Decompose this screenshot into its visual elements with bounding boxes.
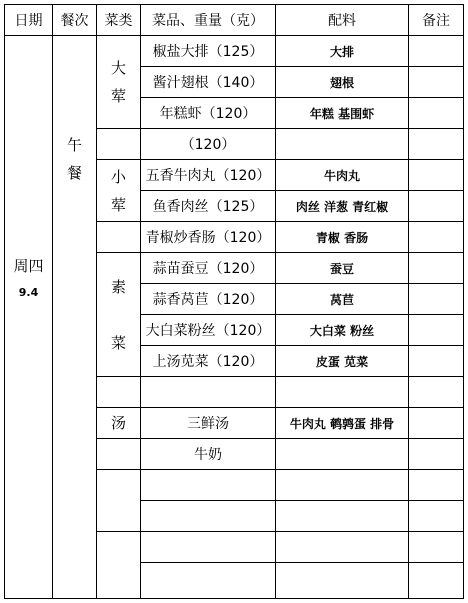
dish-name bbox=[141, 377, 275, 407]
ingredients-text: 蚕豆 bbox=[329, 261, 354, 276]
dish-name: 上汤苋菜（120） bbox=[152, 354, 264, 370]
border-left bbox=[4, 4, 5, 599]
ingredients-text bbox=[276, 470, 408, 500]
col-divider bbox=[52, 4, 53, 599]
ingredients-text bbox=[276, 501, 408, 531]
ingredients-text bbox=[276, 439, 408, 469]
dish-name: 蒜苗蚕豆（120） bbox=[152, 261, 264, 277]
dish-name: 鱼香肉丝（125） bbox=[152, 199, 264, 215]
ingredients-text: 青椒 香肠 bbox=[315, 230, 369, 245]
col-divider bbox=[408, 4, 409, 599]
category-char: 大 bbox=[110, 59, 126, 77]
row-divider bbox=[140, 562, 464, 563]
dish-name bbox=[141, 501, 275, 531]
dish-name bbox=[141, 470, 275, 500]
ingredients-text: 大白菜 粉丝 bbox=[309, 323, 375, 338]
ingredients-text: 牛肉丸 bbox=[323, 168, 360, 183]
dish-name: 椒盐大排（125） bbox=[152, 44, 264, 60]
category-char: 荤 bbox=[110, 195, 126, 214]
category-tang bbox=[97, 408, 140, 438]
category-char: 小 bbox=[110, 167, 126, 186]
dish-name bbox=[141, 532, 275, 562]
dish-name: 蒜香莴苣（120） bbox=[152, 292, 264, 308]
ingredients-text bbox=[276, 377, 408, 407]
dish-name: 牛奶 bbox=[194, 447, 222, 463]
ingredients-text: 大排 bbox=[329, 44, 354, 59]
header-notes: 备注 bbox=[422, 13, 450, 29]
dish-name: 青椒炒香肠（120） bbox=[145, 230, 271, 246]
category-su-cai bbox=[97, 253, 140, 376]
category-char: 汤 bbox=[110, 414, 126, 432]
ingredients-text: 莴苣 bbox=[329, 292, 354, 307]
category-divider bbox=[96, 128, 140, 129]
date-weekday: 周四 bbox=[13, 256, 44, 275]
header-ingredients: 配料 bbox=[328, 13, 356, 29]
ingredients-text: 肉丝 洋葱 青红椒 bbox=[295, 199, 389, 214]
dish-name: （120） bbox=[180, 137, 236, 153]
ingredients-text: 翅根 bbox=[329, 75, 354, 90]
dish-name: 酱汁翅根（140） bbox=[152, 75, 264, 91]
border-right bbox=[463, 4, 464, 599]
meal-char: 餐 bbox=[66, 164, 82, 182]
header-category: 菜类 bbox=[104, 13, 133, 29]
category-char: 素 bbox=[110, 277, 126, 296]
ingredients-text: 年糕 基围虾 bbox=[309, 106, 375, 121]
date-day-number: 9.4 bbox=[18, 285, 39, 299]
header-dish-weight: 菜品、重量（克） bbox=[152, 13, 264, 29]
dish-name: 年糕虾（120） bbox=[159, 106, 257, 122]
dish-name: 五香牛肉丸（120） bbox=[145, 168, 271, 184]
category-char: 菜 bbox=[110, 333, 126, 352]
ingredients-text: 牛肉丸 鹌鹑蛋 排骨 bbox=[289, 416, 395, 431]
category-divider bbox=[96, 376, 140, 377]
category-divider bbox=[96, 221, 140, 222]
meal-char: 午 bbox=[66, 136, 82, 154]
category-divider bbox=[96, 438, 140, 439]
category-divider bbox=[96, 469, 140, 470]
category-da-hun bbox=[97, 36, 140, 128]
dish-name: 大白菜粉丝（120） bbox=[145, 323, 271, 339]
category-divider bbox=[96, 531, 140, 532]
border-bottom bbox=[4, 598, 464, 599]
ingredients-text bbox=[276, 532, 408, 562]
category-xiao-hun bbox=[97, 160, 140, 221]
dish-name: 三鲜汤 bbox=[187, 416, 229, 432]
ingredients-text: 皮蛋 苋菜 bbox=[315, 354, 369, 369]
header-date: 日期 bbox=[14, 13, 43, 29]
category-char: 荤 bbox=[110, 87, 126, 105]
ingredients-text bbox=[276, 129, 408, 159]
meal-label bbox=[53, 128, 96, 190]
header-meal: 餐次 bbox=[60, 13, 89, 29]
